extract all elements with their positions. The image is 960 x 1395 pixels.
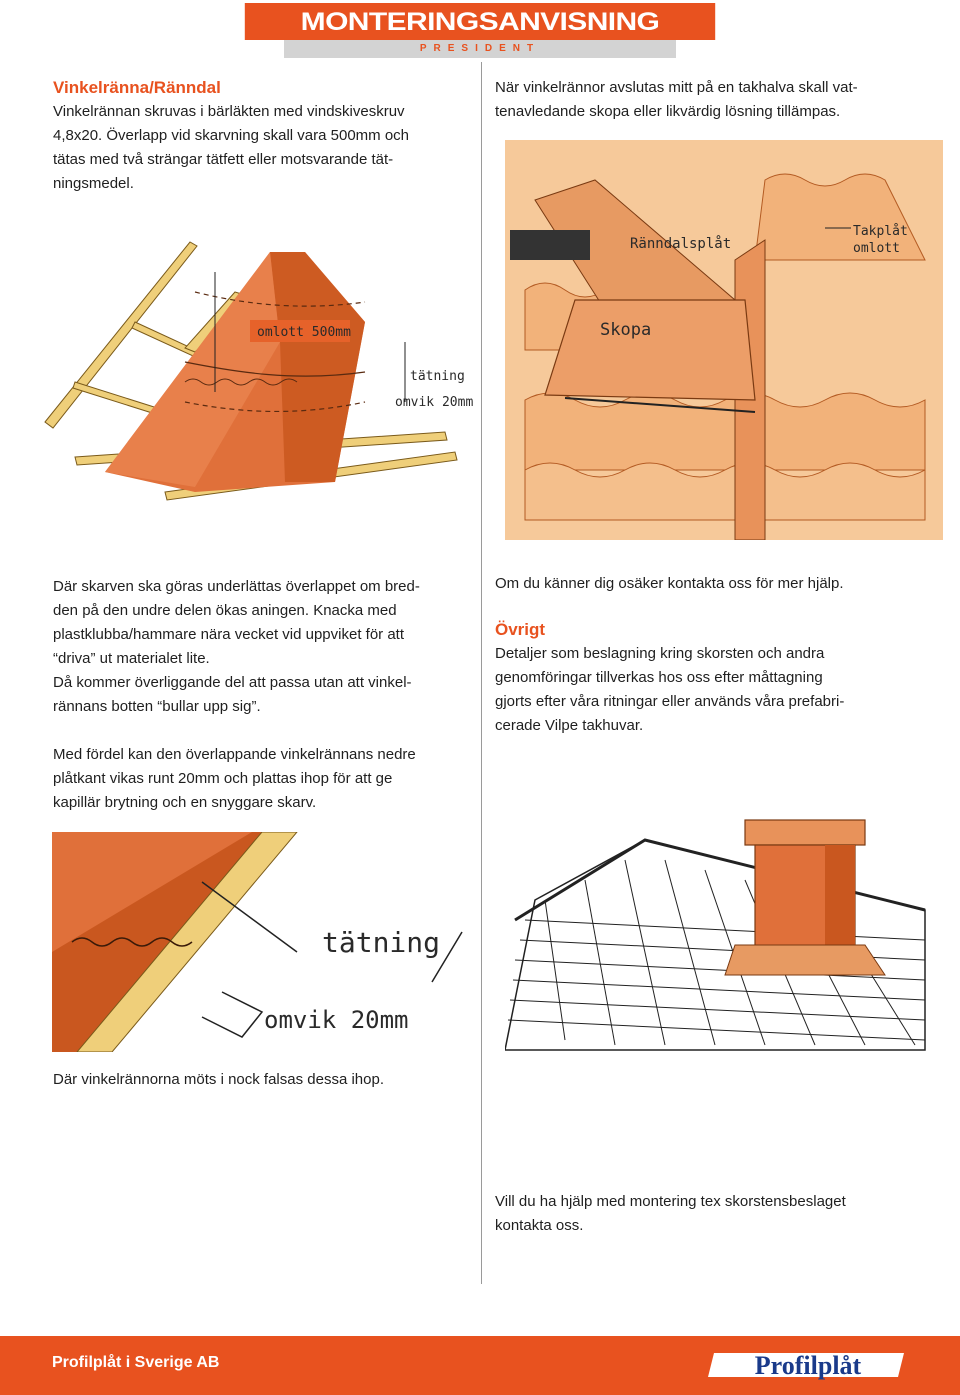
body-line: “driva” ut materialet lite. bbox=[53, 650, 210, 667]
fold-label: omvik 20mm bbox=[264, 1006, 409, 1034]
header-banner bbox=[284, 3, 676, 56]
body-line: Där skarven ska göras underlättas överlappet om bred- bbox=[53, 578, 420, 595]
body-line: Med fördel kan den överlappande vinkelrännans nedre bbox=[53, 746, 416, 763]
body-line: plåtkant vikas runt 20mm och plattas ihop för att ge bbox=[53, 770, 393, 787]
body-line: Detaljer som beslagning kring skorsten och andra bbox=[495, 645, 825, 662]
section-heading: Vinkelränna/Ränndal bbox=[53, 78, 221, 97]
valley-sheet-label: Ränndalsplåt bbox=[630, 236, 732, 252]
intro-line: ningsmedel. bbox=[53, 175, 134, 192]
intro-line: tenavledande skopa eller likvärdig lösning tillämpas. bbox=[495, 103, 841, 120]
caption-line: Där vinkelrännorna möts i nock falsas dessa ihop. bbox=[53, 1071, 384, 1088]
left-caption bbox=[53, 1068, 468, 1092]
section-heading: Övrigt bbox=[495, 620, 546, 639]
help-line: kontakta oss. bbox=[495, 1217, 584, 1234]
valley-gutter-illustration bbox=[35, 232, 475, 532]
scoop-illustration bbox=[505, 140, 943, 540]
brand-logo bbox=[708, 1345, 908, 1385]
body-line: cerade Vilpe takhuvar. bbox=[495, 717, 644, 734]
footer bbox=[0, 1336, 960, 1395]
roof-sheet-label: Takplåt bbox=[853, 224, 908, 239]
seal-label: tätning bbox=[410, 369, 465, 384]
left-intro bbox=[53, 76, 468, 196]
help-line: Vill du ha hjälp med montering tex skorstensbeslaget bbox=[495, 1193, 846, 1210]
logo-text: Profilplåt bbox=[754, 1351, 862, 1380]
right-intro bbox=[495, 76, 935, 124]
overlap-label: omlott 500mm bbox=[257, 325, 351, 340]
right-body bbox=[495, 572, 935, 738]
intro-line: 4,8x20. Överlapp vid skarvning skall vara 500mm och bbox=[53, 127, 410, 144]
column-divider bbox=[481, 62, 482, 1284]
body-line: den på den undre delen ökas aningen. Knacka med bbox=[53, 602, 397, 619]
body-line: Då kommer överliggande del att passa utan att vinkel- bbox=[53, 674, 412, 691]
body-line: rännans botten “bullar upp sig”. bbox=[53, 698, 261, 715]
scoop-label: Skopa bbox=[600, 320, 652, 340]
fold-label: omvik 20mm bbox=[395, 395, 474, 410]
fold-detail-illustration bbox=[52, 832, 470, 1052]
contact-line: Om du känner dig osäker kontakta oss för mer hjälp. bbox=[495, 575, 844, 592]
seal-label: tätning bbox=[322, 926, 441, 959]
page-title: MONTERINGSANVISNING bbox=[245, 3, 715, 40]
body-line: kapillär brytning och en snyggare skarv. bbox=[53, 794, 317, 811]
chimney-illustration bbox=[505, 800, 943, 1065]
left-body bbox=[53, 575, 468, 815]
product-name: PRESIDENT bbox=[284, 40, 676, 58]
body-line: plastklubba/hammare nära vecket vid uppviket för att bbox=[53, 626, 405, 643]
right-help bbox=[495, 1190, 935, 1238]
body-line: genomföringar tillverkas hos oss efter måttagning bbox=[495, 669, 823, 686]
body-line: gjorts efter våra ritningar eller används våra prefabri- bbox=[495, 693, 845, 710]
intro-line: Vinkelrännan skruvas i bärläkten med vindskiveskruv bbox=[53, 103, 405, 120]
intro-line: När vinkelrännor avslutas mitt på en takhalva skall vat- bbox=[495, 79, 858, 96]
roof-overlap-label: omlott bbox=[853, 241, 900, 256]
intro-line: tätas med två strängar tätfett eller motsvarande tät- bbox=[53, 151, 394, 168]
company-name: Profilplåt i Sverige AB bbox=[52, 1354, 220, 1371]
